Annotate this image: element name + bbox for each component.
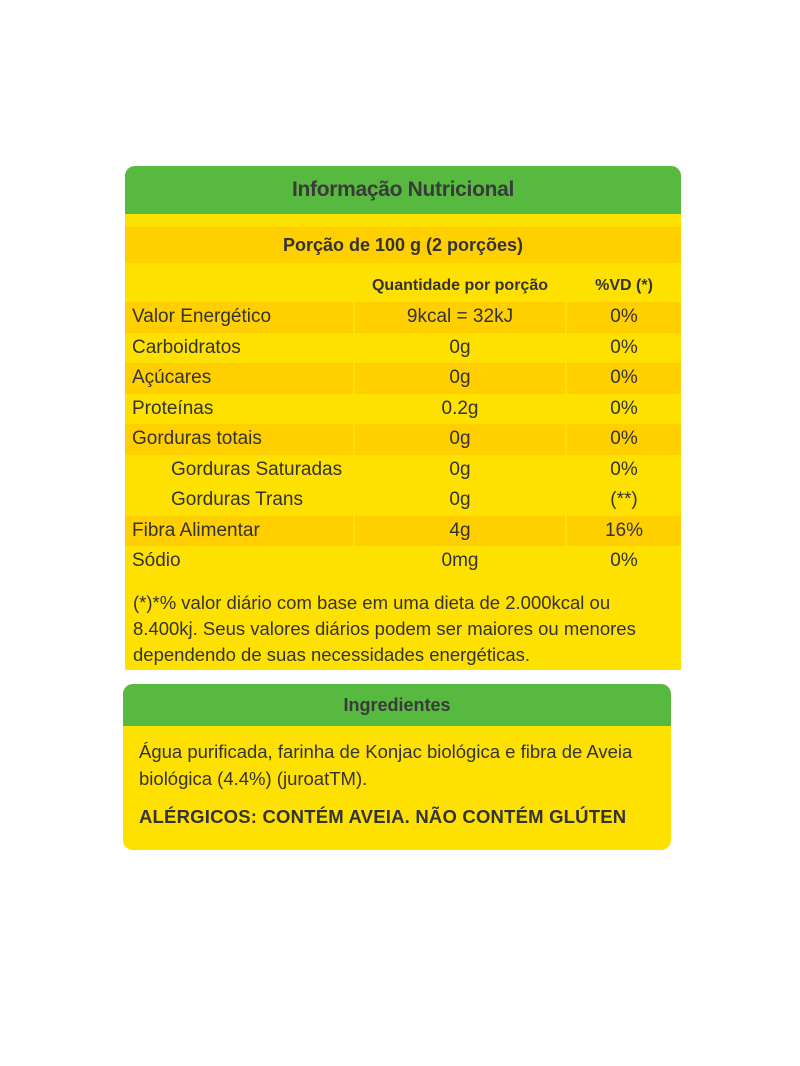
nutrient-quantity: 0g <box>355 424 565 455</box>
table-row <box>125 516 681 547</box>
nutrition-title: Informação Nutricional <box>125 166 681 214</box>
nutrient-dv: 0% <box>610 550 638 572</box>
table-row <box>125 394 681 425</box>
nutrient-name: Fibra Alimentar <box>125 516 353 547</box>
nutrient-dv: 0% <box>610 397 638 419</box>
nutrient-quantity: 0g <box>449 458 471 480</box>
nutrient-name: Sódio <box>132 550 181 572</box>
nutrient-quantity: 9kcal = 32kJ <box>355 302 565 333</box>
daily-value-footnote: (*)*% valor diário com base em uma dieta de 2.000kcal ou 8.400kj. Seus valores diários podem ser maiores ou menores dependendo de suas necessidades energéticas. <box>133 592 636 665</box>
nutrient-name: Carboidratos <box>132 336 241 358</box>
nutrient-quantity: 0g <box>355 363 565 394</box>
nutrient-name: Proteínas <box>132 397 214 419</box>
nutrient-dv: 16% <box>567 516 681 547</box>
nutrient-name: Gorduras totais <box>125 424 353 455</box>
table-row <box>125 485 681 516</box>
table-row <box>125 455 681 486</box>
nutrient-dv: 0% <box>567 363 681 394</box>
table-row <box>125 424 681 455</box>
ingredients-text: Água purificada, farinha de Konjac biológica e fibra de Aveia biológica (4.4%) (juroatTM). <box>139 741 633 789</box>
nutrient-dv: 0% <box>567 424 681 455</box>
nutrient-name: Gorduras Saturadas <box>171 458 343 480</box>
nutrient-name: Valor Energético <box>125 302 353 333</box>
nutrient-name: Gorduras Trans <box>171 489 303 511</box>
nutrition-table <box>125 302 681 577</box>
ingredients-panel <box>123 684 671 850</box>
nutrient-quantity: 0.2g <box>441 397 479 419</box>
nutrient-dv: 0% <box>610 458 638 480</box>
table-row <box>125 302 681 333</box>
serving-size: Porção de 100 g (2 porções) <box>125 227 681 263</box>
table-row <box>125 546 681 577</box>
nutrient-dv: 0% <box>610 336 638 358</box>
nutrient-quantity: 4g <box>355 516 565 547</box>
dv-column-header: %VD (*) <box>595 277 653 294</box>
nutrition-facts-panel <box>125 166 681 670</box>
allergen-warning: ALÉRGICOS: CONTÉM AVEIA. NÃO CONTÉM GLÚTEN <box>139 806 627 827</box>
nutrient-quantity: 0g <box>449 489 471 511</box>
nutrient-dv: 0% <box>567 302 681 333</box>
table-row <box>125 363 681 394</box>
nutrient-dv: (**) <box>610 489 638 511</box>
table-header <box>125 270 681 302</box>
nutrient-quantity: 0mg <box>441 550 479 572</box>
nutrient-quantity: 0g <box>449 336 471 358</box>
table-row <box>125 333 681 364</box>
nutrient-name: Açúcares <box>125 363 353 394</box>
quantity-column-header: Quantidade por porção <box>371 277 548 294</box>
ingredients-title: Ingredientes <box>123 684 671 726</box>
